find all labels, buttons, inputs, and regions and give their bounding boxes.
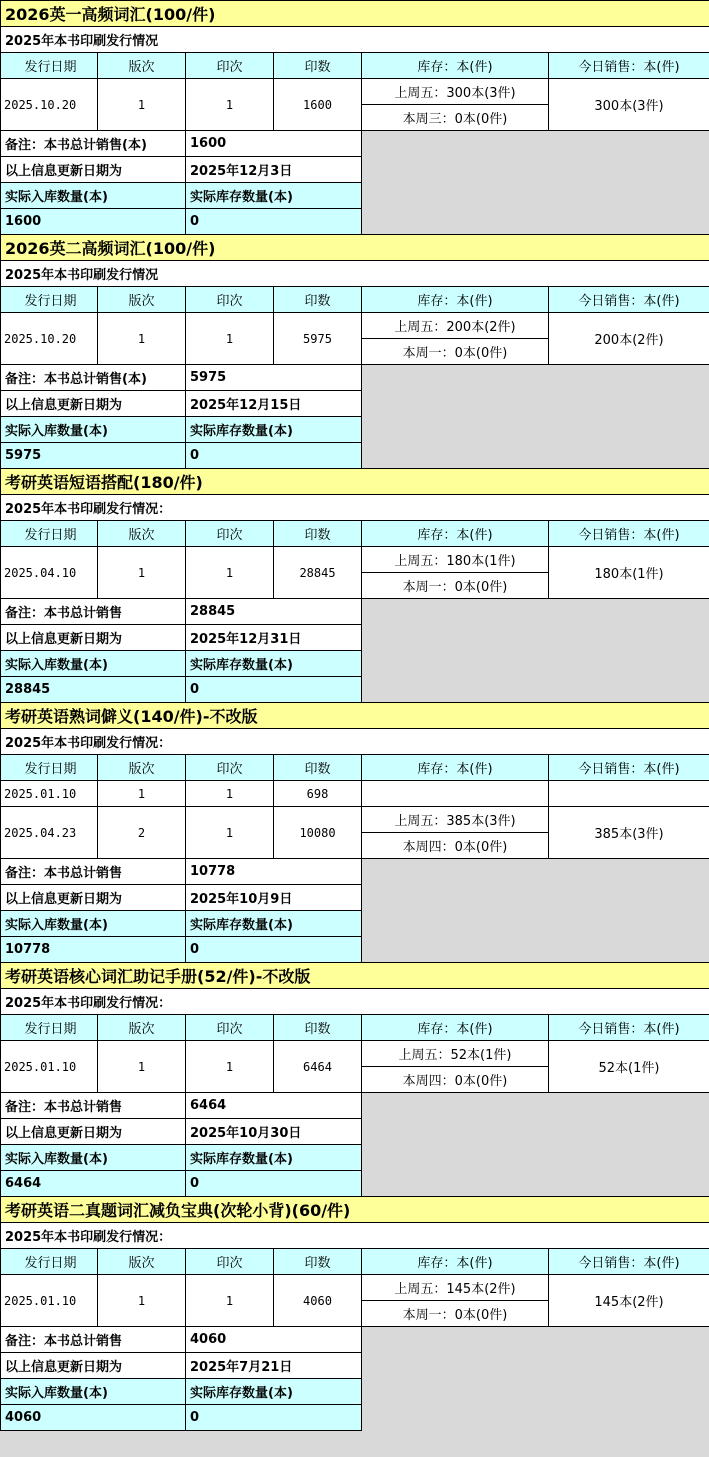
- header-today-sales[interactable]: [548, 520, 709, 547]
- updated-date[interactable]: [185, 624, 362, 651]
- actual-stock-value-text: 0: [190, 942, 200, 957]
- total-sales-value-text: 10778: [190, 864, 236, 879]
- header-print-run[interactable]: [185, 1014, 274, 1041]
- stock-last-week-cell[interactable]: [361, 546, 549, 573]
- header-today-sales[interactable]: [548, 754, 709, 781]
- print-run-cell-text: 1: [225, 1293, 234, 1308]
- quantity-cell[interactable]: [273, 1274, 362, 1327]
- edition-cell[interactable]: [97, 546, 186, 599]
- header-today-sales-text: 今日销售：本(件): [578, 1022, 680, 1037]
- updated-date-text: 2025年12月15日: [190, 398, 302, 413]
- header-edition-text: 版次: [128, 60, 155, 75]
- header-today-sales-text: 今日销售：本(件): [578, 60, 680, 75]
- header-quantity-text: 印数: [304, 528, 331, 543]
- actual-stock-label[interactable]: [185, 1144, 362, 1171]
- issue-date-cell-text: 2025.04.10: [4, 565, 77, 580]
- header-edition[interactable]: [97, 1248, 186, 1275]
- today-sales-cell-text: 300本(3件): [594, 99, 664, 114]
- header-quantity-text: 印数: [304, 60, 331, 75]
- header-today-sales-text: 今日销售：本(件): [578, 1256, 680, 1271]
- actual-in-label-text: 实际入库数量(本): [5, 1152, 108, 1167]
- actual-in-value-text: 6464: [5, 1176, 42, 1191]
- total-sales-label[interactable]: [0, 858, 186, 885]
- actual-stock-label-text: 实际库存数量(本): [190, 658, 293, 673]
- issue-date-cell[interactable]: [0, 1274, 98, 1327]
- print-run-cell-text: 1: [225, 786, 234, 801]
- header-quantity[interactable]: [273, 52, 362, 79]
- stock-last-week-cell-text: 上周五：200本(2件): [394, 320, 516, 335]
- updated-label-text: 以上信息更新日期为: [5, 632, 123, 647]
- today-sales-cell-text: 52本(1件): [598, 1061, 660, 1076]
- actual-in-label[interactable]: [0, 182, 186, 209]
- print-status-heading[interactable]: [0, 728, 709, 755]
- actual-in-value[interactable]: [0, 442, 186, 469]
- actual-stock-value-text: 0: [190, 448, 200, 463]
- updated-label[interactable]: [0, 1352, 186, 1379]
- updated-date-text: 2025年7月21日: [190, 1360, 293, 1375]
- updated-label[interactable]: [0, 156, 186, 183]
- print-status-heading-text: 2025年本书印刷发行情况: [5, 268, 159, 283]
- quantity-cell[interactable]: [273, 546, 362, 599]
- stock-last-week-cell-text: 上周五：145本(2件): [394, 1282, 516, 1297]
- book-title[interactable]: [0, 234, 709, 261]
- actual-stock-value-text: 0: [190, 1176, 200, 1191]
- today-sales-cell-text: 200本(2件): [594, 333, 664, 348]
- total-sales-label-text: 备注：本书总计销售(本): [5, 372, 147, 387]
- today-sales-cell[interactable]: [548, 1040, 709, 1093]
- header-stock[interactable]: [361, 1014, 549, 1041]
- book-title-text: 2026英二高频词汇(100/件): [5, 239, 216, 258]
- quantity-cell[interactable]: [273, 1040, 362, 1093]
- stock-this-week-cell[interactable]: [361, 1066, 549, 1093]
- actual-stock-label[interactable]: [185, 650, 362, 677]
- stock-last-week-cell[interactable]: [361, 78, 549, 105]
- header-print-run[interactable]: [185, 520, 274, 547]
- print-run-cell[interactable]: [185, 546, 274, 599]
- print-status-heading[interactable]: [0, 26, 709, 53]
- edition-cell-text: 1: [137, 1293, 146, 1308]
- header-quantity[interactable]: [273, 754, 362, 781]
- stock-this-week-cell-text: 本周三：0本(0件): [402, 112, 508, 127]
- print-run-cell[interactable]: [185, 78, 274, 131]
- stock-last-week-cell-text: 上周五：300本(3件): [394, 86, 516, 101]
- header-quantity[interactable]: [273, 286, 362, 313]
- updated-date[interactable]: [185, 1118, 362, 1145]
- actual-in-label-text: 实际入库数量(本): [5, 424, 108, 439]
- print-status-heading[interactable]: [0, 988, 709, 1015]
- actual-stock-label-text: 实际库存数量(本): [190, 918, 293, 933]
- actual-stock-value[interactable]: [185, 676, 362, 703]
- updated-label[interactable]: [0, 884, 186, 911]
- stock-last-week-cell[interactable]: [361, 1274, 549, 1301]
- header-stock[interactable]: [361, 754, 549, 781]
- total-sales-label-text: 备注：本书总计销售: [5, 606, 123, 621]
- print-run-cell[interactable]: [185, 780, 274, 807]
- updated-date[interactable]: [185, 1352, 362, 1379]
- actual-stock-label[interactable]: [185, 910, 362, 937]
- total-sales-value[interactable]: [185, 1092, 362, 1119]
- actual-stock-value-text: 0: [190, 214, 200, 229]
- issue-date-cell-text: 2025.04.23: [4, 825, 77, 840]
- actual-stock-label-text: 实际库存数量(本): [190, 1152, 293, 1167]
- stock-this-week-cell-text: 本周四：0本(0件): [402, 1074, 508, 1089]
- book-title-text: 考研英语熟词僻义(140/件)-不改版: [5, 707, 258, 726]
- stock-last-week-cell-text: 上周五：180本(1件): [394, 554, 516, 569]
- print-run-cell[interactable]: [185, 1040, 274, 1093]
- today-sales-cell[interactable]: [548, 546, 709, 599]
- quantity-cell-text: 1600: [303, 97, 332, 112]
- quantity-cell-text: 28845: [299, 565, 336, 580]
- total-sales-label-text: 备注：本书总计销售: [5, 866, 123, 881]
- header-quantity-text: 印数: [304, 1256, 331, 1271]
- print-run-cell[interactable]: [185, 312, 274, 365]
- header-issue-date-text: 发行日期: [24, 60, 77, 75]
- total-sales-value-text: 6464: [190, 1098, 227, 1113]
- book-title[interactable]: [0, 0, 709, 27]
- total-sales-label-text: 备注：本书总计销售: [5, 1334, 123, 1349]
- stock-this-week-cell-text: 本周一：0本(0件): [402, 1308, 508, 1323]
- actual-stock-value[interactable]: [185, 1404, 362, 1431]
- total-sales-label[interactable]: [0, 1326, 186, 1353]
- header-issue-date-text: 发行日期: [24, 1022, 77, 1037]
- updated-label-text: 以上信息更新日期为: [5, 1126, 123, 1141]
- edition-cell[interactable]: [97, 780, 186, 807]
- header-quantity-text: 印数: [304, 1022, 331, 1037]
- header-stock-text: 库存：本(件): [417, 1022, 493, 1037]
- today-sales-cell[interactable]: [548, 1274, 709, 1327]
- total-sales-label[interactable]: [0, 130, 186, 157]
- stock-this-week-cell[interactable]: [361, 832, 549, 859]
- today-sales-cell[interactable]: [548, 780, 709, 807]
- actual-in-label[interactable]: [0, 1378, 186, 1405]
- quantity-cell[interactable]: [273, 780, 362, 807]
- issue-date-cell-text: 2025.10.20: [4, 331, 77, 346]
- header-print-run[interactable]: [185, 52, 274, 79]
- print-status-heading-text: 2025年本书印刷发行情况：: [5, 1230, 172, 1245]
- print-status-heading[interactable]: [0, 260, 709, 287]
- print-run-cell-text: 1: [225, 97, 234, 112]
- stock-last-week-cell[interactable]: [361, 806, 549, 833]
- header-today-sales[interactable]: [548, 1248, 709, 1275]
- header-issue-date-text: 发行日期: [24, 294, 77, 309]
- total-sales-value[interactable]: [185, 130, 362, 157]
- updated-label[interactable]: [0, 390, 186, 417]
- header-issue-date[interactable]: [0, 52, 98, 79]
- header-issue-date[interactable]: [0, 754, 98, 781]
- header-edition-text: 版次: [128, 1256, 155, 1271]
- issue-date-cell-text: 2025.01.10: [4, 786, 77, 801]
- actual-in-value-text: 4060: [5, 1410, 42, 1425]
- stock-this-week-cell[interactable]: [361, 1300, 549, 1327]
- header-stock[interactable]: [361, 520, 549, 547]
- updated-date-text: 2025年10月30日: [190, 1126, 302, 1141]
- issue-date-cell[interactable]: [0, 806, 98, 859]
- total-sales-value-text: 5975: [190, 370, 227, 385]
- today-sales-cell[interactable]: [548, 312, 709, 365]
- edition-cell-text: 1: [137, 97, 146, 112]
- issue-date-cell-text: 2025.01.10: [4, 1293, 77, 1308]
- header-edition-text: 版次: [128, 1022, 155, 1037]
- header-stock-text: 库存：本(件): [417, 60, 493, 75]
- quantity-cell[interactable]: [273, 312, 362, 365]
- updated-label[interactable]: [0, 624, 186, 651]
- issue-date-cell[interactable]: [0, 78, 98, 131]
- header-today-sales[interactable]: [548, 1014, 709, 1041]
- actual-in-label-text: 实际入库数量(本): [5, 658, 108, 673]
- actual-stock-label-text: 实际库存数量(本): [190, 1386, 293, 1401]
- actual-in-label-text: 实际入库数量(本): [5, 918, 108, 933]
- header-today-sales[interactable]: [548, 52, 709, 79]
- print-status-heading-text: 2025年本书印刷发行情况：: [5, 736, 172, 751]
- edition-cell[interactable]: [97, 1040, 186, 1093]
- actual-in-label-text: 实际入库数量(本): [5, 190, 108, 205]
- header-print-run[interactable]: [185, 754, 274, 781]
- actual-stock-label-text: 实际库存数量(本): [190, 424, 293, 439]
- print-run-cell-text: 1: [225, 331, 234, 346]
- total-sales-value-text: 28845: [190, 604, 236, 619]
- book-title[interactable]: [0, 702, 709, 729]
- actual-stock-label-text: 实际库存数量(本): [190, 190, 293, 205]
- today-sales-cell[interactable]: [548, 78, 709, 131]
- total-sales-label[interactable]: [0, 1092, 186, 1119]
- book-title[interactable]: [0, 962, 709, 989]
- stock-this-week-cell-text: 本周四：0本(0件): [402, 840, 508, 855]
- header-stock-text: 库存：本(件): [417, 294, 493, 309]
- book-title[interactable]: [0, 468, 709, 495]
- updated-date[interactable]: [185, 884, 362, 911]
- total-sales-label-text: 备注：本书总计销售: [5, 1100, 123, 1115]
- header-issue-date-text: 发行日期: [24, 762, 77, 777]
- today-sales-cell-text: 180本(1件): [594, 567, 664, 582]
- total-sales-value-text: 1600: [190, 136, 227, 151]
- actual-in-value[interactable]: [0, 1170, 186, 1197]
- print-run-cell-text: 1: [225, 1059, 234, 1074]
- edition-cell-text: 1: [137, 331, 146, 346]
- updated-date[interactable]: [185, 156, 362, 183]
- header-print-run-text: 印次: [216, 294, 243, 309]
- header-issue-date[interactable]: [0, 1014, 98, 1041]
- actual-in-value[interactable]: [0, 1404, 186, 1431]
- stock-last-week-cell[interactable]: [361, 1040, 549, 1067]
- actual-in-value-text: 10778: [5, 942, 51, 957]
- edition-cell-text: 1: [137, 1059, 146, 1074]
- updated-date[interactable]: [185, 390, 362, 417]
- header-print-run[interactable]: [185, 1248, 274, 1275]
- updated-date-text: 2025年12月3日: [190, 164, 293, 179]
- header-edition[interactable]: [97, 754, 186, 781]
- updated-date-text: 2025年12月31日: [190, 632, 302, 647]
- print-run-cell[interactable]: [185, 806, 274, 859]
- header-edition[interactable]: [97, 52, 186, 79]
- header-issue-date[interactable]: [0, 286, 98, 313]
- quantity-cell[interactable]: [273, 78, 362, 131]
- header-stock-text: 库存：本(件): [417, 1256, 493, 1271]
- header-quantity[interactable]: [273, 1014, 362, 1041]
- edition-cell[interactable]: [97, 312, 186, 365]
- updated-label-text: 以上信息更新日期为: [5, 164, 123, 179]
- quantity-cell-text: 5975: [303, 331, 332, 346]
- actual-in-label-text: 实际入库数量(本): [5, 1386, 108, 1401]
- quantity-cell-text: 698: [306, 786, 329, 801]
- actual-stock-value[interactable]: [185, 208, 362, 235]
- actual-in-value[interactable]: [0, 676, 186, 703]
- actual-stock-label[interactable]: [185, 182, 362, 209]
- actual-stock-value-text: 0: [190, 682, 200, 697]
- stock-this-week-cell[interactable]: [361, 104, 549, 131]
- header-today-sales-text: 今日销售：本(件): [578, 762, 680, 777]
- header-print-run-text: 印次: [216, 1022, 243, 1037]
- header-stock[interactable]: [361, 52, 549, 79]
- total-sales-value[interactable]: [185, 1326, 362, 1353]
- total-sales-value-text: 4060: [190, 1332, 227, 1347]
- stock-last-week-cell-text: 上周五：385本(3件): [394, 814, 516, 829]
- edition-cell[interactable]: [97, 806, 186, 859]
- header-issue-date-text: 发行日期: [24, 1256, 77, 1271]
- today-sales-cell-text: 145本(2件): [594, 1295, 664, 1310]
- quantity-cell-text: 4060: [303, 1293, 332, 1308]
- today-sales-cell-text: 385本(3件): [594, 827, 664, 842]
- edition-cell-text: 2: [137, 825, 146, 840]
- book-title-text: 考研英语短语搭配(180/件): [5, 473, 203, 492]
- header-quantity-text: 印数: [304, 294, 331, 309]
- issue-date-cell-text: 2025.10.20: [4, 97, 77, 112]
- total-sales-label[interactable]: [0, 598, 186, 625]
- today-sales-cell[interactable]: [548, 806, 709, 859]
- total-sales-value[interactable]: [185, 858, 362, 885]
- book-title-text: 考研英语核心词汇助记手册(52/件)-不改版: [5, 967, 311, 986]
- header-quantity[interactable]: [273, 520, 362, 547]
- edition-cell-text: 1: [137, 565, 146, 580]
- quantity-cell-text: 10080: [299, 825, 336, 840]
- updated-label-text: 以上信息更新日期为: [5, 398, 123, 413]
- header-edition[interactable]: [97, 286, 186, 313]
- edition-cell[interactable]: [97, 1274, 186, 1327]
- header-edition[interactable]: [97, 520, 186, 547]
- actual-in-label[interactable]: [0, 1144, 186, 1171]
- header-stock-text: 库存：本(件): [417, 528, 493, 543]
- actual-stock-value[interactable]: [185, 442, 362, 469]
- actual-stock-label[interactable]: [185, 416, 362, 443]
- updated-label[interactable]: [0, 1118, 186, 1145]
- actual-in-value[interactable]: [0, 208, 186, 235]
- stock-this-week-cell-text: 本周一：0本(0件): [402, 346, 508, 361]
- total-sales-label[interactable]: [0, 364, 186, 391]
- header-stock[interactable]: [361, 286, 549, 313]
- actual-stock-label[interactable]: [185, 1378, 362, 1405]
- stock-this-week-cell-text: 本周一：0本(0件): [402, 580, 508, 595]
- header-quantity-text: 印数: [304, 762, 331, 777]
- updated-label-text: 以上信息更新日期为: [5, 892, 123, 907]
- print-status-heading-text: 2025年本书印刷发行情况: [5, 34, 159, 49]
- issue-date-cell[interactable]: [0, 312, 98, 365]
- actual-in-label[interactable]: [0, 910, 186, 937]
- header-edition-text: 版次: [128, 528, 155, 543]
- header-issue-date[interactable]: [0, 520, 98, 547]
- issue-date-cell[interactable]: [0, 780, 98, 807]
- header-print-run-text: 印次: [216, 762, 243, 777]
- header-edition[interactable]: [97, 1014, 186, 1041]
- stock-cell[interactable]: [361, 780, 549, 807]
- stock-this-week-cell[interactable]: [361, 572, 549, 599]
- actual-in-value-text: 5975: [5, 448, 42, 463]
- edition-cell-text: 1: [137, 786, 146, 801]
- header-print-run-text: 印次: [216, 60, 243, 75]
- header-today-sales[interactable]: [548, 286, 709, 313]
- header-print-run-text: 印次: [216, 528, 243, 543]
- header-stock[interactable]: [361, 1248, 549, 1275]
- updated-date-text: 2025年10月9日: [190, 892, 293, 907]
- header-today-sales-text: 今日销售：本(件): [578, 528, 680, 543]
- header-issue-date[interactable]: [0, 1248, 98, 1275]
- print-run-cell-text: 1: [225, 565, 234, 580]
- header-today-sales-text: 今日销售：本(件): [578, 294, 680, 309]
- actual-in-label[interactable]: [0, 416, 186, 443]
- print-status-heading-text: 2025年本书印刷发行情况：: [5, 996, 172, 1011]
- print-status-heading[interactable]: [0, 1222, 709, 1249]
- actual-stock-value-text: 0: [190, 1410, 200, 1425]
- print-run-cell-text: 1: [225, 825, 234, 840]
- stock-this-week-cell[interactable]: [361, 338, 549, 365]
- issue-date-cell[interactable]: [0, 1040, 98, 1093]
- actual-in-value-text: 28845: [5, 682, 51, 697]
- issue-date-cell-text: 2025.01.10: [4, 1059, 77, 1074]
- stock-last-week-cell-text: 上周五：52本(1件): [398, 1048, 512, 1063]
- actual-in-value[interactable]: [0, 936, 186, 963]
- actual-in-label[interactable]: [0, 650, 186, 677]
- updated-label-text: 以上信息更新日期为: [5, 1360, 123, 1375]
- actual-stock-value[interactable]: [185, 1170, 362, 1197]
- quantity-cell[interactable]: [273, 806, 362, 859]
- print-run-cell[interactable]: [185, 1274, 274, 1327]
- book-title-text: 2026英一高频词汇(100/件): [5, 5, 216, 24]
- issue-date-cell[interactable]: [0, 546, 98, 599]
- edition-cell[interactable]: [97, 78, 186, 131]
- print-status-heading[interactable]: [0, 494, 709, 521]
- print-status-heading-text: 2025年本书印刷发行情况：: [5, 502, 172, 517]
- header-quantity[interactable]: [273, 1248, 362, 1275]
- header-stock-text: 库存：本(件): [417, 762, 493, 777]
- quantity-cell-text: 6464: [303, 1059, 332, 1074]
- stock-last-week-cell[interactable]: [361, 312, 549, 339]
- total-sales-label-text: 备注：本书总计销售(本): [5, 138, 147, 153]
- header-print-run[interactable]: [185, 286, 274, 313]
- actual-stock-value[interactable]: [185, 936, 362, 963]
- book-title-text: 考研英语二真题词汇减负宝典(次轮小背)(60/件): [5, 1201, 351, 1220]
- header-edition-text: 版次: [128, 762, 155, 777]
- header-edition-text: 版次: [128, 294, 155, 309]
- total-sales-value[interactable]: [185, 598, 362, 625]
- header-issue-date-text: 发行日期: [24, 528, 77, 543]
- total-sales-value[interactable]: [185, 364, 362, 391]
- actual-in-value-text: 1600: [5, 214, 42, 229]
- book-title[interactable]: [0, 1196, 709, 1223]
- header-print-run-text: 印次: [216, 1256, 243, 1271]
